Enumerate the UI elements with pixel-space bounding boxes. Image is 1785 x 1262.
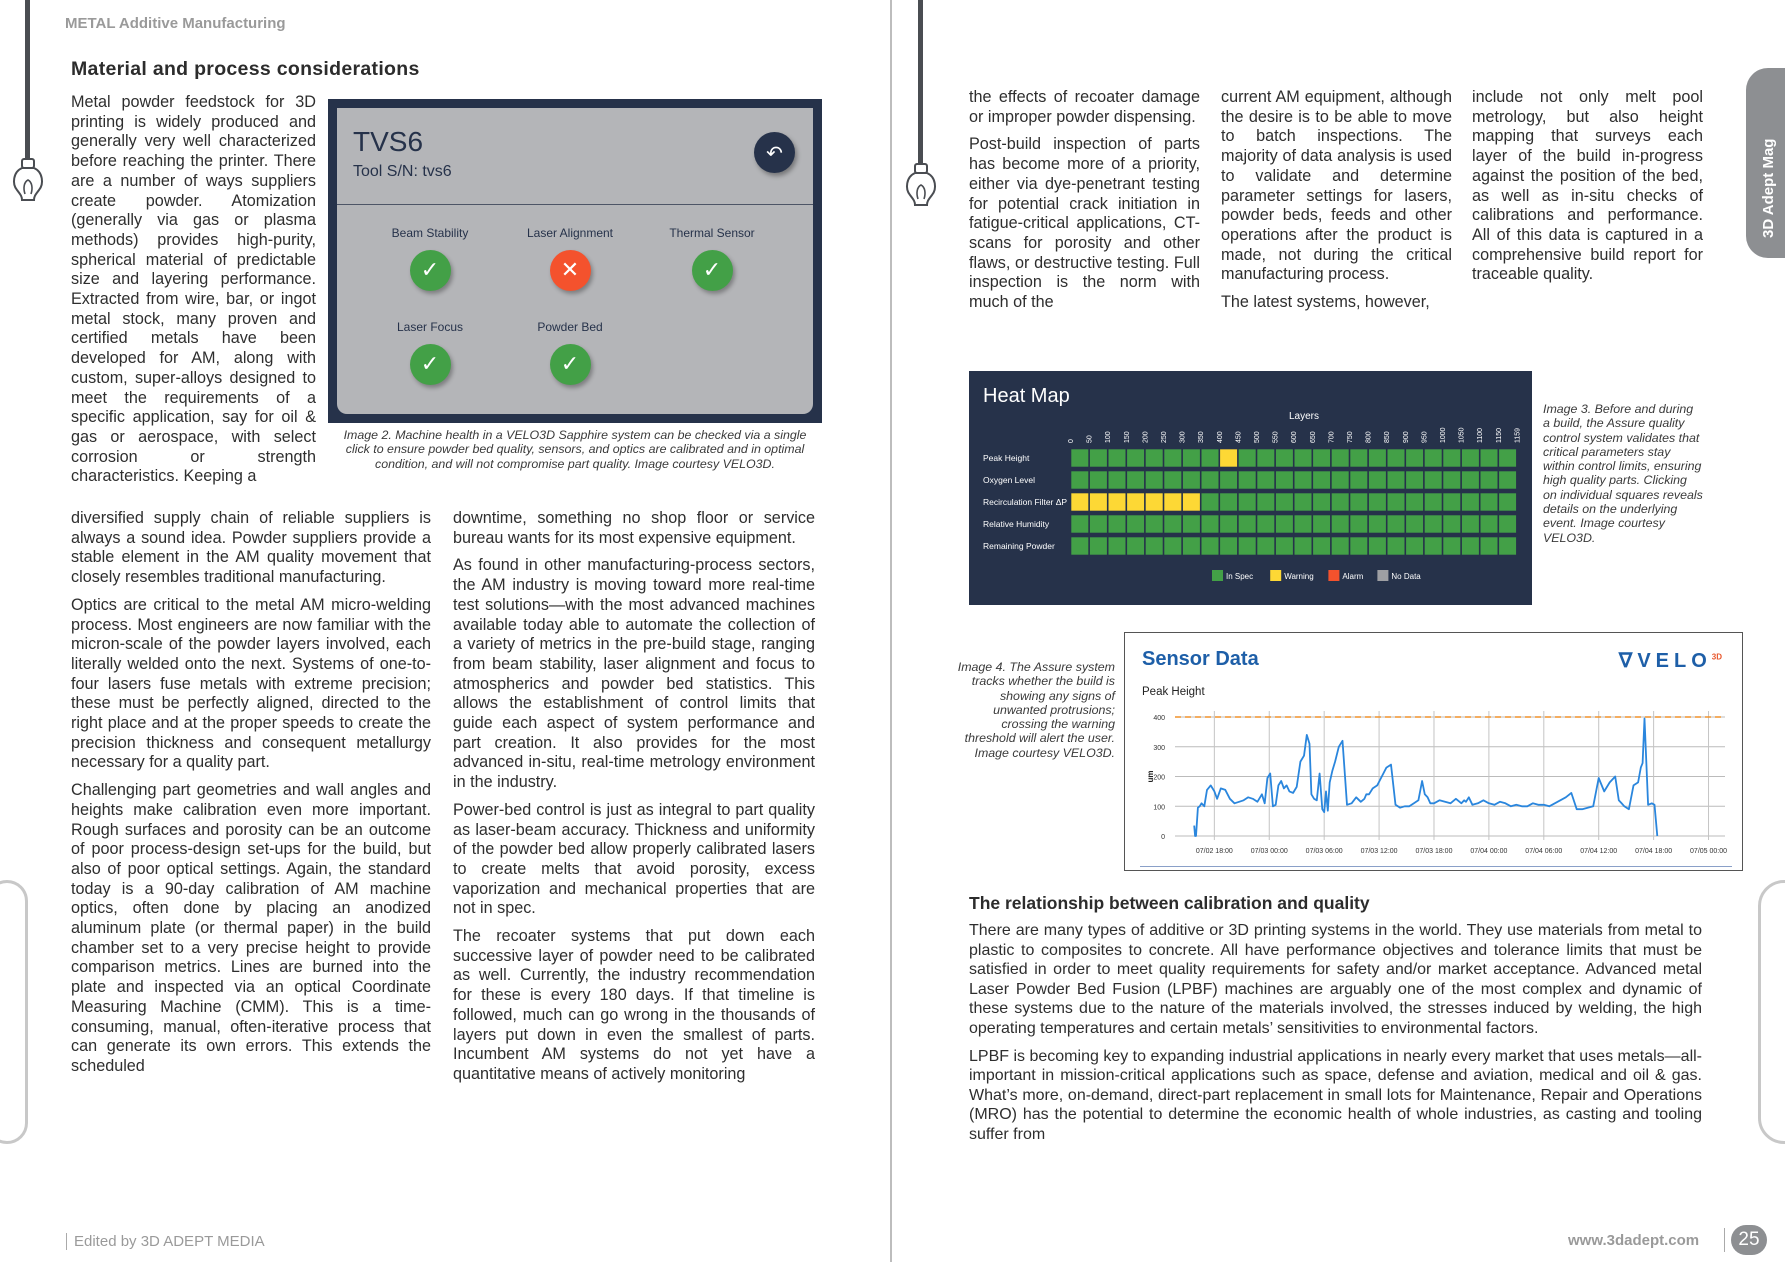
x-icon: ✕ (550, 250, 591, 291)
body-column (71, 93, 316, 495)
legend-label: Warning (1284, 572, 1314, 581)
x-tick-label: 1150 (1495, 427, 1503, 443)
legend-swatch (1270, 570, 1281, 581)
heat-map-chart (969, 371, 1532, 605)
paragraph: The recoater systems that put down each successive layer of powder need to be calibrated as well. Currently, the industry recommendation for these is every 180 days. If that timeline is followed, much can go wrong in the thousands of layers put down in even the smallest of parts. Incumbent AM systems do not yet have a quantitative means of actively monitoring (453, 927, 815, 1083)
x-tick-label: 350 (1198, 431, 1206, 443)
heat-map-cell[interactable] (1406, 515, 1424, 533)
heat-map-cell[interactable] (1499, 471, 1517, 489)
divider (337, 204, 813, 205)
heat-map-cell[interactable] (1443, 537, 1461, 555)
paragraph: Challenging part geometries and wall angles and heights make calibration even more important. Rough surfaces and porosity can be an outcome of poor process-design set-ups for the build, but also of poor optical settings. Again, the standard today is a 90-day calibration of AM machine optics, often done by placing an anodized aluminum plate (or thermal paper) in the build chamber set to a very precise height to provide comparison metrics. Lines are burned into the plate and inspected via an optical Coordinate Measuring Machine (CMM). This is a time-consuming, manual, often-iterative process that can generate its own errors. This extends the scheduled (71, 781, 431, 1075)
heat-map-cell[interactable] (1369, 449, 1387, 467)
heat-map-cell[interactable] (1331, 493, 1349, 511)
x-tick-label: 07/05 00:00 (1690, 848, 1728, 855)
divider (1140, 866, 1732, 867)
heat-map-cell[interactable] (1183, 449, 1201, 467)
heat-map-cell[interactable] (1462, 449, 1480, 467)
paragraph: current AM equipment, although the desire is to be able to move to batch inspections. The majority of data analysis is used to validate and determine parameter settings for lasers, powder beds, feeds and other operations after the product is made, not during the critical manufacturing process. (1221, 88, 1452, 284)
status-check-item[interactable] (355, 226, 505, 291)
heat-map-cell[interactable] (1480, 515, 1498, 533)
heat-map-cell[interactable] (1369, 537, 1387, 555)
heat-map-cell[interactable] (1387, 449, 1405, 467)
row-label: Relative Humidity (983, 519, 1050, 529)
x-axis-label: Layers (1288, 411, 1320, 422)
heat-map-cell[interactable] (1443, 449, 1461, 467)
hanging-line (918, 0, 923, 165)
heat-map-cell[interactable] (1145, 515, 1163, 533)
x-tick-label: 300 (1179, 431, 1187, 443)
row-label: Remaining Powder (983, 541, 1055, 551)
heat-map-title: Heat Map (983, 385, 1070, 407)
heat-map-cell[interactable] (1406, 493, 1424, 511)
heat-map-cell[interactable] (1369, 471, 1387, 489)
heat-map-cell[interactable] (1313, 515, 1331, 533)
paragraph: Optics are critical to the metal AM micro-welding process. Most engineers are now familiar with the micron-scale of the powder layers involved, each literally welded onto the next. Systems of one-to-four lasers fuse metals with extreme precision; these must be perfectly aligned, directed to the right place and at the proper speeds to create the precision thickness and consequent metallurgy necessary for a quality part. (71, 595, 431, 772)
heat-map-cell[interactable] (1313, 537, 1331, 555)
heat-map-cell[interactable] (1294, 471, 1312, 489)
status-check-label: Laser Focus (396, 320, 464, 334)
machine-health-panel (328, 99, 822, 423)
section-title: Material and process considerations (71, 58, 420, 80)
undo-arrow-icon: ↶ (766, 140, 783, 165)
heat-map-cell[interactable] (1238, 493, 1256, 511)
heat-map-cell[interactable] (1350, 493, 1368, 511)
heat-map-cell[interactable] (1424, 493, 1442, 511)
heat-map-cell[interactable] (1276, 449, 1294, 467)
tool-serial: Tool S/N: tvs6 (353, 163, 452, 180)
legend-label: In Spec (1226, 572, 1254, 581)
x-tick-label: 750 (1347, 431, 1354, 443)
heat-map-cell[interactable] (1462, 471, 1480, 489)
heat-map-cell[interactable] (1480, 537, 1498, 555)
heat-map-cell[interactable] (1201, 471, 1219, 489)
x-tick-label: 500 (1254, 431, 1261, 443)
heat-map-cell[interactable] (1183, 515, 1201, 533)
heat-map-cell[interactable] (1406, 449, 1424, 467)
body-column (1221, 88, 1452, 321)
heat-map-cell[interactable] (1276, 471, 1294, 489)
x-tick-label: 07/04 12:00 (1580, 848, 1618, 855)
heat-map-cell[interactable] (1090, 493, 1108, 511)
heat-map-cell[interactable] (1294, 493, 1312, 511)
heat-map-cell[interactable] (1443, 493, 1461, 511)
x-tick-label: 200 (1142, 431, 1150, 443)
heat-map-cell[interactable] (1071, 493, 1089, 511)
heat-map-cell[interactable] (1071, 515, 1089, 533)
row-label: Peak Height (983, 453, 1030, 463)
heat-map-cell[interactable] (1071, 449, 1089, 467)
heat-map-cell[interactable] (1257, 471, 1275, 489)
heat-map-cell[interactable] (1480, 449, 1498, 467)
x-tick-label: 50 (1086, 435, 1094, 443)
y-tick-label: 300 (1153, 744, 1165, 752)
x-tick-label: 150 (1123, 431, 1131, 443)
heat-map-cell[interactable] (1387, 471, 1405, 489)
heat-map-cell[interactable] (1499, 515, 1517, 533)
heat-map-cell[interactable] (1350, 449, 1368, 467)
heat-map-cell[interactable] (1294, 515, 1312, 533)
heat-map-cell[interactable] (1257, 493, 1275, 511)
heat-map-cell[interactable] (1127, 537, 1145, 555)
heat-map-cell[interactable] (1462, 493, 1480, 511)
x-tick-label: 1000 (1440, 427, 1447, 443)
check-icon: ✓ (692, 250, 733, 291)
heat-map-cell[interactable] (1480, 471, 1498, 489)
legend-swatch (1328, 570, 1339, 581)
paragraph: Power-bed control is just as integral to part quality as laser-beam accuracy. Thickness and uniformity of the powder bed allow properly calibrated lasers to create melts that avoid porosity, excess vaporization and mechanical properties that are not in spec. (453, 800, 815, 918)
x-tick-label: 1050 (1458, 427, 1466, 443)
heat-map-cell[interactable] (1424, 471, 1442, 489)
heat-map-cell[interactable] (1183, 493, 1201, 511)
heat-map-cell[interactable] (1201, 537, 1219, 555)
row-label: Oxygen Level (983, 475, 1035, 485)
heat-map-cell[interactable] (1257, 449, 1275, 467)
heat-map-cell[interactable] (1090, 515, 1108, 533)
x-tick-label: 07/04 00:00 (1470, 848, 1508, 855)
magazine-side-tab (1746, 68, 1785, 258)
heat-map-cell[interactable] (1331, 537, 1349, 555)
heat-map-cell[interactable] (1424, 515, 1442, 533)
status-check-item[interactable] (495, 226, 645, 291)
status-check-label: Thermal Sensor (669, 226, 755, 240)
heat-map-cell[interactable] (1220, 515, 1238, 533)
hanging-line (25, 0, 30, 160)
heat-map-cell[interactable] (1108, 471, 1126, 489)
heat-map-cell[interactable] (1313, 449, 1331, 467)
heat-map-cell[interactable] (1201, 515, 1219, 533)
heat-map-cell[interactable] (1406, 471, 1424, 489)
x-tick-label: 07/03 06:00 (1305, 848, 1343, 855)
x-tick-label: 800 (1365, 431, 1373, 443)
heat-map-cell[interactable] (1294, 537, 1312, 555)
heat-map-cell[interactable] (1090, 449, 1108, 467)
legend-swatch (1377, 570, 1388, 581)
heat-map-cell[interactable] (1443, 471, 1461, 489)
heat-map-cell[interactable] (1443, 515, 1461, 533)
paragraph: Metal powder feedstock for 3D printing is widely produced and generally very well characterized before reaching the printer. There are a number of ways suppliers create powder. Atomization (generally via gas or plasma methods) provides high-purity, spherical material of predictable size and layering performance. Extracted from wire, bar, or ingot metal stock, many proven and certified metals have been developed for AM, along with custom, super-alloys designed to meet the requirements of a specific application, say for oil & gas or aerospace, with select corrosion or strength characteristics. Keeping a (71, 93, 316, 486)
x-tick-label: 600 (1291, 431, 1299, 443)
heat-map-cell[interactable] (1220, 449, 1238, 467)
heat-map-cell[interactable] (1424, 537, 1442, 555)
heat-map-cell[interactable] (1462, 537, 1480, 555)
x-tick-label: 07/02 18:00 (1195, 848, 1233, 855)
heat-map-cell[interactable] (1090, 471, 1108, 489)
heat-map-cell[interactable] (1369, 493, 1387, 511)
heat-map-cell[interactable] (1145, 537, 1163, 555)
x-tick-label: 950 (1421, 431, 1429, 443)
check-icon: ✓ (410, 250, 451, 291)
heat-map-cell[interactable] (1313, 493, 1331, 511)
x-tick-label: 550 (1272, 431, 1280, 443)
heat-map-cell[interactable] (1127, 493, 1145, 511)
heat-map-cell[interactable] (1238, 471, 1256, 489)
section-title: The relationship between calibration and quality (969, 893, 1370, 913)
status-check-label: Powder Bed (537, 320, 603, 334)
x-tick-label: 07/03 12:00 (1360, 848, 1398, 855)
heat-map-cell[interactable] (1238, 449, 1256, 467)
heat-map-cell[interactable] (1201, 449, 1219, 467)
heat-map-cell[interactable] (1164, 515, 1182, 533)
status-check-item[interactable] (495, 320, 645, 385)
velo3d-logo: $\nabla VELO^{3D}$ (1618, 650, 1722, 672)
paragraph: Post-build inspection of parts has become more of a priority, either via dye-penetrant testing for potential crack initiation in fatigue-critical applications, CT-scans for porosity and other flaws, or destructive testing. Full inspection is the norm with much of the (969, 135, 1200, 312)
y-axis-label: um (1146, 770, 1155, 783)
heat-map-cell[interactable] (1350, 471, 1368, 489)
heat-map-cell[interactable] (1406, 537, 1424, 555)
footer-url[interactable]: www.3dadept.com (1568, 1232, 1700, 1249)
heat-map-cell[interactable] (1257, 515, 1275, 533)
heat-map-cell[interactable] (1127, 515, 1145, 533)
heat-map-cell[interactable] (1276, 537, 1294, 555)
check-icon: ✓ (550, 344, 591, 385)
body-column (453, 509, 815, 1093)
heat-map-cell[interactable] (1108, 537, 1126, 555)
status-check-label: Laser Alignment (526, 226, 614, 240)
heat-map-cell[interactable] (1257, 537, 1275, 555)
status-check-label: Beam Stability (391, 226, 469, 240)
heat-map-cell[interactable] (1183, 537, 1201, 555)
heat-map-cell[interactable] (1108, 449, 1126, 467)
logo-triangle-icon: ∇ (1618, 650, 1638, 672)
page-number: 25 (1731, 1225, 1767, 1255)
heat-map-cell[interactable] (1090, 537, 1108, 555)
heat-map-cell[interactable] (1145, 471, 1163, 489)
footer-credit: Edited by 3D ADEPT MEDIA (66, 1233, 265, 1250)
y-tick-label: 0 (1161, 834, 1165, 841)
side-bracket (0, 880, 28, 1144)
paragraph: diversified supply chain of reliable suppliers is always a sound idea. Powder suppliers provide a stable element in the AM quality movement that closely resembles traditional manufacturing. (71, 509, 431, 587)
heat-map-cell[interactable] (1164, 493, 1182, 511)
heat-map-cell[interactable] (1499, 537, 1517, 555)
heat-map-cell[interactable] (1369, 515, 1387, 533)
tool-title: TVS6 (353, 126, 424, 157)
status-check-item[interactable] (355, 320, 505, 385)
x-tick-label: 1159 (1514, 427, 1522, 443)
y-tick-label: 200 (1153, 774, 1165, 782)
legend-swatch (1212, 570, 1223, 581)
heat-map-cell[interactable] (1164, 537, 1182, 555)
x-tick-label: 850 (1384, 431, 1392, 443)
lightbulb-icon (11, 158, 45, 204)
magazine-side-tab-label: 3D Adept Mag (1760, 138, 1777, 238)
heat-map-cell[interactable] (1071, 537, 1089, 555)
status-check-item[interactable] (637, 226, 787, 291)
heat-map-cell[interactable] (1276, 515, 1294, 533)
sensor-data-title: Sensor Data (1142, 648, 1259, 670)
heat-map-cell[interactable] (1499, 449, 1517, 467)
x-tick-label: 900 (1402, 431, 1410, 443)
heat-map-cell[interactable] (1108, 493, 1126, 511)
sensor-data-panel (1124, 632, 1743, 871)
x-tick-label: 07/04 18:00 (1635, 848, 1673, 855)
heat-map-cell[interactable] (1294, 449, 1312, 467)
divider (1724, 1228, 1725, 1252)
paragraph: include not only melt pool metrology, but also height mapping that surveys each layer of the build in-progress against the position of the bed, as well as in-situ checks of calibrations and performance. All of this data is captured in a comprehensive build report for traceable quality. (1472, 88, 1703, 284)
heat-map-cell[interactable] (1238, 515, 1256, 533)
peak-height-series (1194, 719, 1657, 837)
x-tick-label: 250 (1161, 431, 1168, 443)
image-caption: Image 2. Machine health in a VELO3D Sapphire system can be checked via a single click to ensure powder bed quality, sensors, and optics are calibrated and in optimal condition, and will not compromise part quality. Image courtesy VELO3D. (343, 428, 807, 471)
row-label: Recirculation Filter ΔP (983, 497, 1068, 507)
image-caption: Image 4. The Assure system tracks whether the build is showing any signs of unwanted protrusions; crossing the warning threshold will alert the user. Image courtesy VELO3D. (957, 660, 1115, 760)
peak-height-chart (1125, 633, 1742, 870)
x-tick-label: 400 (1216, 431, 1224, 443)
paragraph: the effects of recoater damage or improper powder dispensing. (969, 88, 1200, 126)
paragraph: There are many types of additive or 3D printing systems in the world. They use materials from metal to plastic to composites to concrete. All have performance objectives and tolerance limits that must be satisfied in order to meet quality requirements for safety and/or market acceptance. Advanced metal Laser Powder Bed Fusion (LPBF) machines are arguably one of the most complex and dynamic of these systems due to the nature of the materials involved, the stresses induced by welding, the high operating temperatures and certain metals’ sensitivities to environmental factors. (969, 922, 1702, 1037)
heat-map-cell[interactable] (1276, 493, 1294, 511)
heat-map-cell[interactable] (1331, 515, 1349, 533)
x-tick-label: 07/03 18:00 (1415, 848, 1453, 855)
heat-map-panel (969, 371, 1532, 605)
side-bracket (1758, 880, 1785, 1144)
heat-map-cell[interactable] (1145, 493, 1163, 511)
heat-map-cell[interactable] (1350, 537, 1368, 555)
x-tick-label: 0 (1068, 439, 1075, 443)
x-tick-label: 100 (1105, 431, 1113, 443)
x-tick-label: 450 (1235, 431, 1243, 443)
heat-map-cell[interactable] (1480, 493, 1498, 511)
paragraph: downtime, something no shop floor or service bureau wants for its most expensive equipment. (453, 509, 815, 547)
check-icon: ✓ (410, 344, 451, 385)
y-tick-label: 400 (1153, 715, 1165, 722)
paragraph: As found in other manufacturing-process sectors, the AM industry is moving toward more real-time test solutions—with the most advanced machines available today able to automate the collection of a variety of metrics in the pre-build stage, ranging from beam stability, laser alignment and focus to atmospherics and powder bed statistics. This allows the establishment of control limits that guide each aspect of system performance and part creation. It also provides for the most advanced in-situ, real-time metrology environment in the industry. (453, 556, 815, 792)
heat-map-cell[interactable] (1331, 449, 1349, 467)
heat-map-cell[interactable] (1183, 471, 1201, 489)
paragraph: The latest systems, however, (1221, 293, 1430, 312)
heat-map-cell[interactable] (1387, 515, 1405, 533)
heat-map-cell[interactable] (1108, 515, 1126, 533)
image-caption: Image 3. Before and during a build, the Assure quality control system validates that critical parameters stay within control limits, ensuring high quality parts. Clicking on individual squares reveals details on the underlying event. Image courtesy VELO3D. (1543, 402, 1703, 545)
heat-map-cell[interactable] (1331, 471, 1349, 489)
heat-map-cell[interactable] (1350, 515, 1368, 533)
heat-map-cell[interactable] (1424, 449, 1442, 467)
heat-map-cell[interactable] (1220, 471, 1238, 489)
heat-map-cell[interactable] (1462, 515, 1480, 533)
back-button[interactable] (754, 132, 795, 173)
x-tick-label: 1100 (1477, 427, 1485, 443)
heat-map-cell[interactable] (1387, 537, 1405, 555)
heat-map-cell[interactable] (1164, 471, 1182, 489)
x-tick-label: 07/04 06:00 (1525, 848, 1563, 855)
heat-map-cell[interactable] (1313, 471, 1331, 489)
heat-map-cell[interactable] (1387, 493, 1405, 511)
legend-label: Alarm (1342, 572, 1364, 581)
sensor-subtitle: Peak Height (1142, 686, 1205, 698)
body-column (71, 509, 431, 1085)
x-tick-label: 700 (1328, 431, 1336, 443)
heat-map-cell[interactable] (1201, 493, 1219, 511)
lightbulb-icon (904, 163, 938, 209)
body-column (1472, 88, 1703, 293)
heat-map-cell[interactable] (1145, 449, 1163, 467)
paragraph: LPBF is becoming key to expanding industrial applications in nearly every market that uses metals—all-important in mission-critical applications such as space, defense and aviation, medical and oil & gas. What’s more, on-demand, direct-part replacement in small lots for Maintenance, Repair and Operations (MRO) has the potential to determine the economic health of whole industries, as casting and tooling suffer from (969, 1047, 1702, 1143)
body-column (969, 921, 1702, 1153)
heat-map-cell[interactable] (1238, 537, 1256, 555)
heat-map-cell[interactable] (1127, 449, 1145, 467)
heat-map-cell[interactable] (1220, 537, 1238, 555)
heat-map-cell[interactable] (1164, 449, 1182, 467)
running-head: METAL Additive Manufacturing (65, 15, 286, 32)
heat-map-cell[interactable] (1220, 493, 1238, 511)
body-column (969, 88, 1200, 321)
heat-map-cell[interactable] (1127, 471, 1145, 489)
heat-map-cell[interactable] (1499, 493, 1517, 511)
page-spine (890, 0, 892, 1262)
y-tick-label: 100 (1153, 804, 1165, 812)
heat-map-cell[interactable] (1071, 471, 1089, 489)
legend-label: No Data (1391, 572, 1421, 581)
x-tick-label: 07/03 00:00 (1250, 848, 1288, 855)
x-tick-label: 650 (1309, 431, 1317, 443)
